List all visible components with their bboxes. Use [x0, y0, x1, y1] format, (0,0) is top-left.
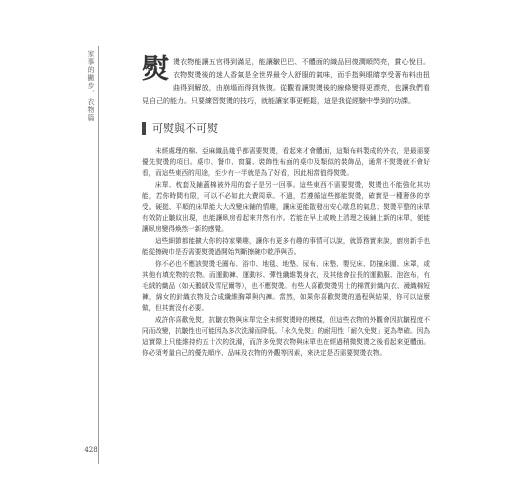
book-page — [84, 46, 446, 464]
body-paragraph: 床單、枕套及鋪蓋棉被外用的套子是另一回事。這些東西不需要熨燙，熨燙也不能強化其功能，若你時間有限，可以不必如此大費周章。不過，若遵循這些都能熨燙，確實是一種奢侈的享受。硬挺、平順的床單能大大改變床鋪的情趣，讓床更能散發出安心歇息的氣息；熨燙平整的床單有效防止皺紋出現，也能讓臥房看起來井然有序。若能在早上或晚上清理之後鋪上新的床單，便能讓臥房變得煥然一新的感覺。 — [142, 181, 430, 233]
section-heading-text: 可熨與不可熨 — [152, 122, 218, 135]
section-heading — [142, 120, 430, 136]
running-section-title: 家事的撇步．衣物篇 — [87, 50, 95, 122]
side-divider — [98, 46, 99, 464]
body-paragraph: 你不必也不應該熨燙毛圈布、浴巾、地毯、地墊、尿布、床墊、嬰兒床、防撞床圍、床罩，或其他有填充物的衣物。而運動褲、運動衫、彈性纖維製身衣，及其他會拉長的運動服、泡泡布，有毛絨的織品（如天鵝絨及雪尼爾等），也不應熨燙。有些人喜歡熨燙男士的棉質針織內衣、襪織棉短褲，綿女的針織衣物及合成纖維胸罩與內褲。當然，如果你喜歡熨燙的過程與結果，你可以這麼做，但其實沒有必要。 — [142, 260, 430, 312]
intro-paragraph — [142, 56, 430, 108]
page-number: 428 — [84, 446, 98, 454]
body-paragraph: 未經處理的棉、亞麻織品幾乎都需要熨燙，看起來才會體面，這類布料製成的外衣，是最需要優先熨燙的項目。桌巾、餐巾、窗簾、裝飾性布面的桌巾及類似的裝飾品，通常不熨燙就不會好看，而這些東西的用途，至少有一半就是為了好看，因此相當值得熨燙。 — [142, 147, 430, 177]
drop-cap: 熨 — [142, 54, 169, 85]
intro-text: 燙衣物能讓五官得到滿足，能讓皺巴巴、不體面的織品回復潤順閃亮，賞心悅目。衣物熨燙後的迷人香氣是全世界最令人舒服的氣味，而手指與眼睛享受著布料由扭曲得到解放，由崩塌而得到恢復。從觀看讓熨燙後的線條變得更漂亮，也讓我們看見自己的能力。只要練習熨燙的技巧，就能讓家事更輕鬆，這是我從經驗中學到的功課。 — [142, 58, 430, 105]
body-paragraph: 這些細節都能擴大你的持家樂趣，讓你有更多有趣的事情可以說，就算務實來說，廚房新手也能從擦碗巾是否需要熨燙過開始判斷擦碗巾乾淨與否。 — [142, 237, 430, 256]
page-content — [142, 56, 430, 360]
section-body — [142, 146, 430, 359]
body-paragraph: 成許你喜歡免熨，抗皺衣物與床單完全未經熨燙時的模樣，但這些衣物的外觀會因抗皺程度不同而改變，抗皺性也可能因為多次洗滌而降低。「永久免熨」的耐用性「耐久免熨」更為準確。因為這實際上只能維持約五十次的洗滌，而許多免熨衣物與床單也在經過稍微熨燙之後看起來更體面。你必須考量自己的優先順序、品味及衣物的外觀等因素，來決定是否需要熨燙衣物。 — [142, 316, 430, 357]
heading-bar-icon — [142, 122, 146, 135]
